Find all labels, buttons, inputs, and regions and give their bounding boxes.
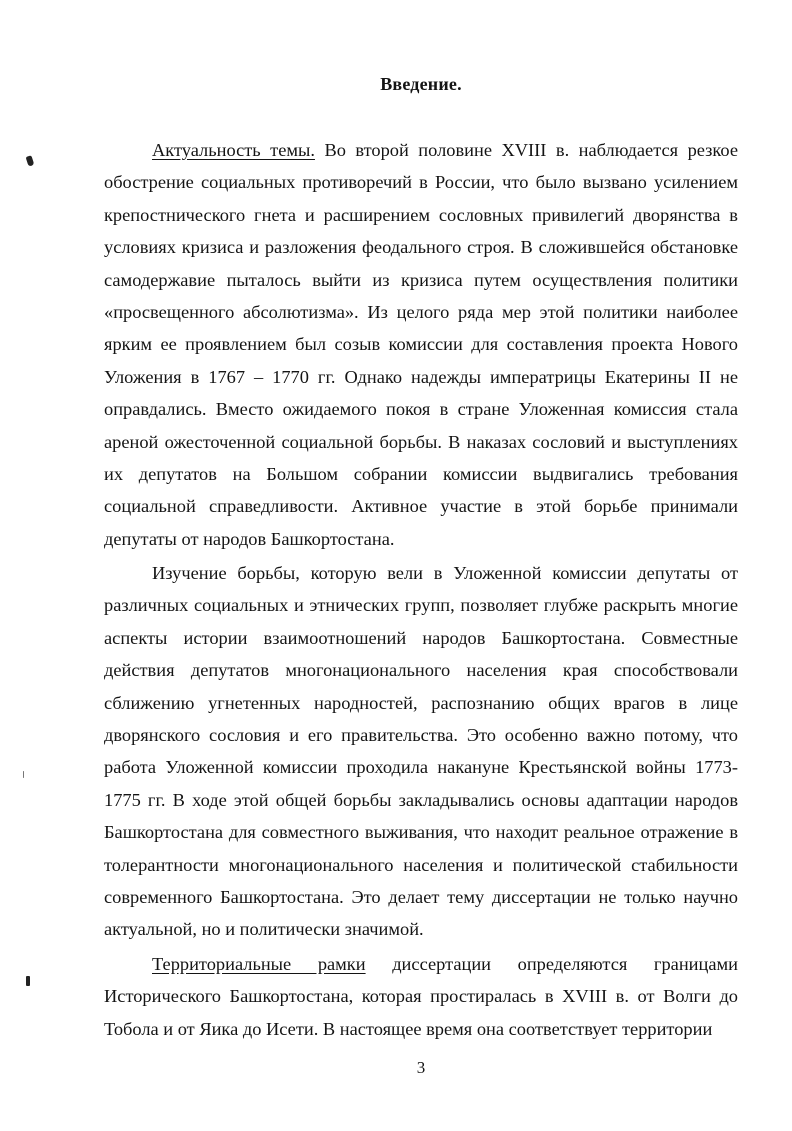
paragraph-territory xyxy=(104,948,738,1045)
page-number: 3 xyxy=(416,1058,426,1077)
paragraph-text-relevance: Во второй половине XVIII в. наблюдается резкое обострение социальных противоречий в России, что было вызвано усилением крепостнического гнета и расширением сословных привилегий дворянства в условиях кризиса и разложения феодального строя. В сложившейся обстановке самодержавие пыталось выйти из кризиса путем осуществления политики «просвещенного абсолютизма». Из целого ряда мер этой политики наиболее ярким ее проявлением был созыв комиссии для составления проекта Нового Уложения в 1767 – 1770 гг. Однако надежды императрицы Екатерины II не оправдались. Вместо ожидаемого покоя в стране Уложенная комиссия стала ареной ожесточенной социальной борьбы. В наказах сословий и выступлениях их депутатов на Большом собрании комиссии выдвигались требования социальной справедливости. Активное участие в этой борьбе принимали депутаты от народов Башкортостана. xyxy=(104,140,738,549)
scan-artifact-mark xyxy=(26,155,35,166)
paragraph-study xyxy=(104,557,738,946)
paragraph-relevance xyxy=(104,134,738,555)
paragraph-text-territory: диссертации определяются границами Исторического Башкортостана, которая простиралась в XVIII в. от Волги до Тобола и от Яика до Исети. В настоящее время она соответствует территории xyxy=(104,954,738,1039)
paragraph-lead-relevance: Актуальность темы. xyxy=(152,140,315,160)
paragraph-text-study: Изучение борьбы, которую вели в Уложенной комиссии депутаты от различных социальных и этнических групп, позволяет глубже раскрыть многие аспекты истории взаимоотношений народов Башкортостана. Совместные действия депутатов многонационального населения края способствовали сближению угнетенных народностей, распознанию общих врагов в лице дворянского сословия и его правительства. Это особенно важно потому, что работа Уложенной комиссии проходила накануне Крестьянской войны 1773-1775 гг. В ходе этой общей борьбы закладывались основы адаптации народов Башкортостана для совместного выживания, что находит реальное отражение в толерантности многонационального населения и политической стабильности современного Башкортостана. Это делает тему диссертации не только научно актуальной, но и политически значимой. xyxy=(104,563,738,940)
paragraph-lead-territory: Территориальные рамки xyxy=(152,954,366,974)
scan-artifact-mark xyxy=(23,771,24,778)
scan-artifact-mark xyxy=(26,976,30,986)
section-title: Введение. xyxy=(380,74,462,94)
